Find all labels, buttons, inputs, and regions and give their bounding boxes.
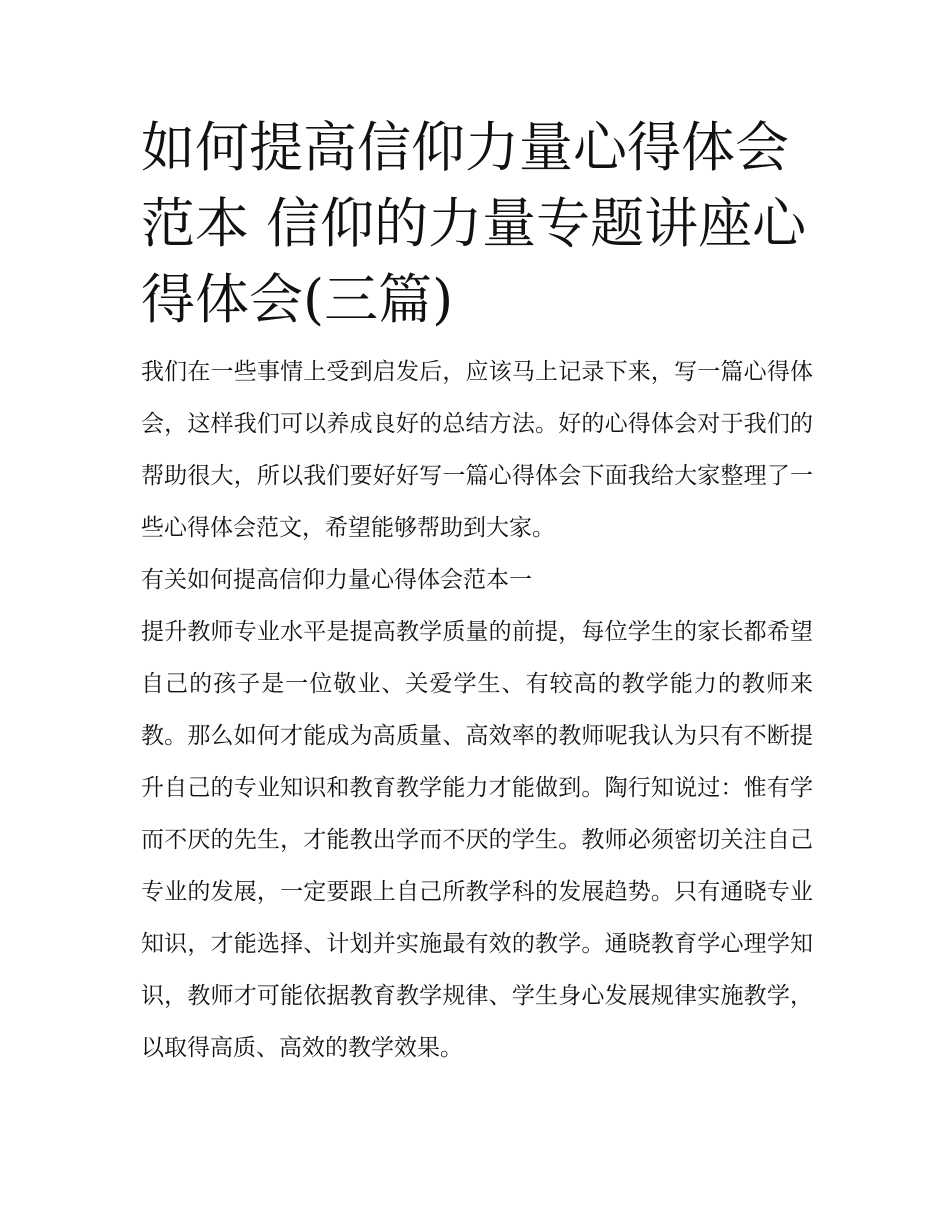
document-title: 如何提高信仰力量心得体会范本 信仰的力量专题讲座心得体会(三篇) [141, 116, 807, 331]
section-heading: 有关如何提高信仰力量心得体会范本一 [141, 567, 532, 593]
document-page [141, 110, 813, 1074]
intro-paragraph: 我们在一些事情上受到启发后，应该马上记录下来，写一篇心得体会，这样我们可以养成良好的总结方法。好的心得体会对于我们的帮助很大，所以我们要好好写一篇心得体会下面我给大家整理了一些心得体会范文，希望能够帮助到大家。 [141, 359, 813, 541]
body-paragraph: 提升教师专业水平是提高教学质量的前提，每位学生的家长都希望自己的孩子是一位敬业、关爱学生、有较高的教学能力的教师来教。那么如何才能成为高质量、高效率的教师呢我认为只有不断提升自己的专业知识和教育教学能力才能做到。陶行知说过：惟有学而不厌的先生，才能教出学而不厌的学生。教师必须密切关注自己专业的发展，一定要跟上自己所教学科的发展趋势。只有通晓专业知识，才能选择、计划并实施最有效的教学。通晓教育学心理学知识，教师才可能依据教育教学规律、学生身心发展规律实施教学，以取得高质、高效的教学效果。 [141, 619, 813, 1061]
